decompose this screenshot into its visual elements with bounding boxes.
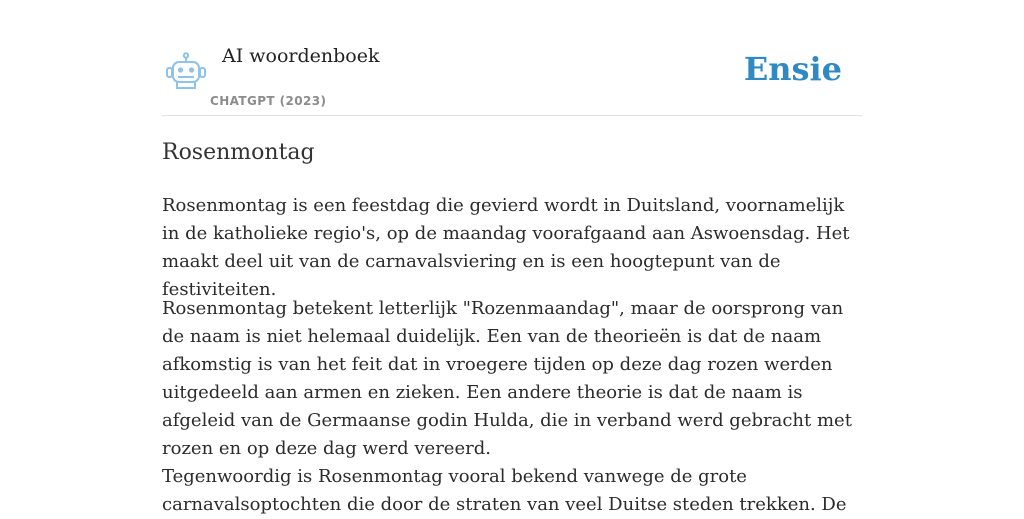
- definition-paragraph-3: Tegenwoordig is Rosenmontag vooral bekend vanwege de grote carnavalsoptochten die door de straten van veel Duitse steden trekken. De: [162, 466, 847, 515]
- entry-word: Rosenmontag: [162, 140, 315, 165]
- robot-icon: [165, 52, 207, 90]
- definition-paragraph-1: Rosenmontag is een feestdag die gevierd wordt in Duitsland, voornamelijk in de katholieke regio's, op de maandag voorafgaand aan Aswoensdag. Het maakt deel uit van de carnavalsviering en is een hoogtepunt van de festiviteiten.: [162, 195, 850, 300]
- definition-paragraph-2: Rosenmontag betekent letterlijk "Rozenmaandag", maar de oorsprong van de naam is niet helemaal duidelijk. Een van de theorieën is dat de naam afkomstig is van het feit dat in vroegere tijden op deze dag rozen werden uitgedeeld aan armen en zieken. Een andere theorie is dat de naam is afgeleid van de Germaanse godin Hulda, die in verband werd gebracht met rozen en op deze dag werd vereerd.: [162, 298, 852, 459]
- source-header: [162, 0, 862, 116]
- source-title[interactable]: AI woordenboek: [222, 45, 380, 67]
- source-subtitle: CHATGPT (2023): [210, 94, 327, 108]
- page: [162, 0, 862, 515]
- ensie-logo[interactable]: Ensie: [743, 50, 842, 88]
